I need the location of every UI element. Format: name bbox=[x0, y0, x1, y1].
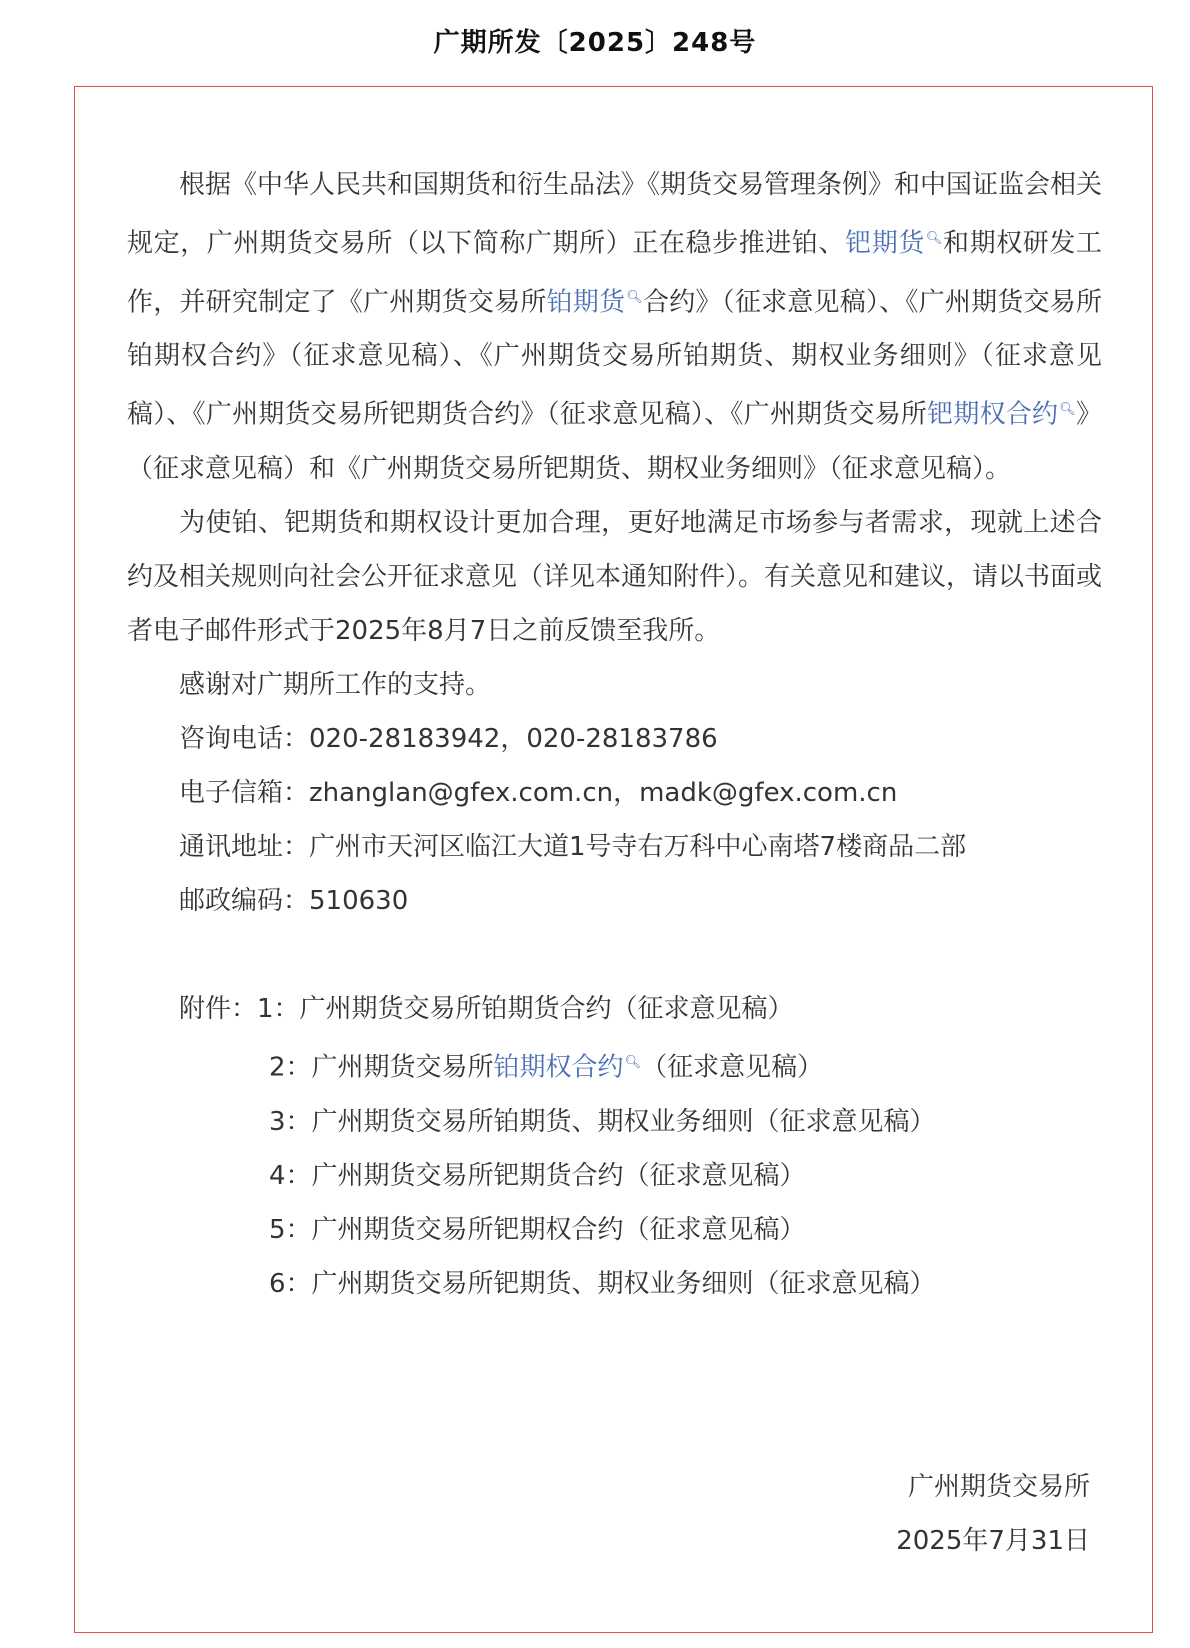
paragraph-1-text-b: 和期权研发工作，并研究制定了《广州期货交易所 bbox=[127, 228, 1102, 318]
paragraph-1-text-d: 》（征求意见稿）和《广州期货交易所钯期货、期权业务细则》（征求意见稿）。 bbox=[127, 399, 1102, 484]
search-icon[interactable]: 🔍︎ bbox=[624, 1054, 642, 1070]
document-body bbox=[127, 158, 1102, 1311]
keyword-link-palladium-futures[interactable]: 钯期货 bbox=[845, 228, 925, 259]
keyword-link-platinum-option-contract[interactable]: 铂期权合约 bbox=[493, 1052, 624, 1083]
keyword-link-platinum-futures[interactable]: 铂期货 bbox=[546, 287, 626, 318]
search-icon[interactable]: 🔍︎ bbox=[1059, 402, 1076, 418]
signature-org: 广州期货交易所 bbox=[907, 1472, 1090, 1502]
paragraph-1-text-a: 根据《中华人民共和国期货和衍生品法》《期货交易管理条例》和中国证监会相关规定，广州期货交易所（以下简称广期所）正在稳步推进铂、 bbox=[127, 170, 1103, 259]
signature-block bbox=[896, 1460, 1090, 1568]
document-number: 广期所发〔2025〕248号 bbox=[433, 28, 757, 58]
contact-email: 电子信箱：zhanglan@gfex.com.cn，madk@gfex.com.cn bbox=[179, 777, 898, 808]
attachment-2 bbox=[127, 1036, 1102, 1095]
contact-phone: 咨询电话：020-28183942，020-28183786 bbox=[179, 723, 718, 754]
attachment-5: 5：广州期货交易所钯期权合约（征求意见稿） bbox=[269, 1214, 806, 1245]
attachment-2-prefix: 2：广州期货交易所 bbox=[269, 1052, 494, 1083]
signature-date: 2025年7月31日 bbox=[896, 1526, 1090, 1556]
keyword-link-palladium-option-contract[interactable]: 钯期权合约 bbox=[927, 399, 1059, 430]
attachment-6: 6：广州期货交易所钯期货、期权业务细则（征求意见稿） bbox=[269, 1268, 936, 1299]
spacer bbox=[127, 928, 1102, 982]
attachment-3: 3：广州期货交易所铂期货、期权业务细则（征求意见稿） bbox=[269, 1106, 936, 1137]
contact-address: 通讯地址：广州市天河区临江大道1号寺右万科中心南塔7楼商品二部 bbox=[179, 831, 967, 862]
paragraph-2: 为使铂、钯期货和期权设计更加合理，更好地满足市场参与者需求，现就上述合约及相关规则向社会公开征求意见（详见本通知附件）。有关意见和建议，请以书面或者电子邮件形式于2025年8月7日之前反馈至我所。 bbox=[127, 507, 1103, 646]
paragraph-1-text-c: 合约》（征求意见稿）、《广州期货交易所铂期权合约》（征求意见稿）、《广州期货交易所铂期货、期权业务细则》（征求意见稿）、《广州期货交易所钯期货合约》（征求意见稿）、《广州期货交易所 bbox=[127, 287, 1102, 430]
paragraph-1 bbox=[127, 158, 1102, 496]
search-icon[interactable]: 🔍︎ bbox=[925, 231, 943, 246]
search-icon[interactable]: 🔍︎ bbox=[626, 289, 643, 305]
attachment-1: 附件：1：广州期货交易所铂期货合约（征求意见稿） bbox=[179, 993, 794, 1024]
attachment-4: 4：广州期货交易所钯期货合约（征求意见稿） bbox=[269, 1160, 806, 1191]
contact-postcode: 邮政编码：510630 bbox=[179, 885, 409, 916]
attachment-2-suffix: （征求意见稿） bbox=[641, 1052, 824, 1083]
paragraph-3: 感谢对广期所工作的支持。 bbox=[179, 669, 492, 700]
